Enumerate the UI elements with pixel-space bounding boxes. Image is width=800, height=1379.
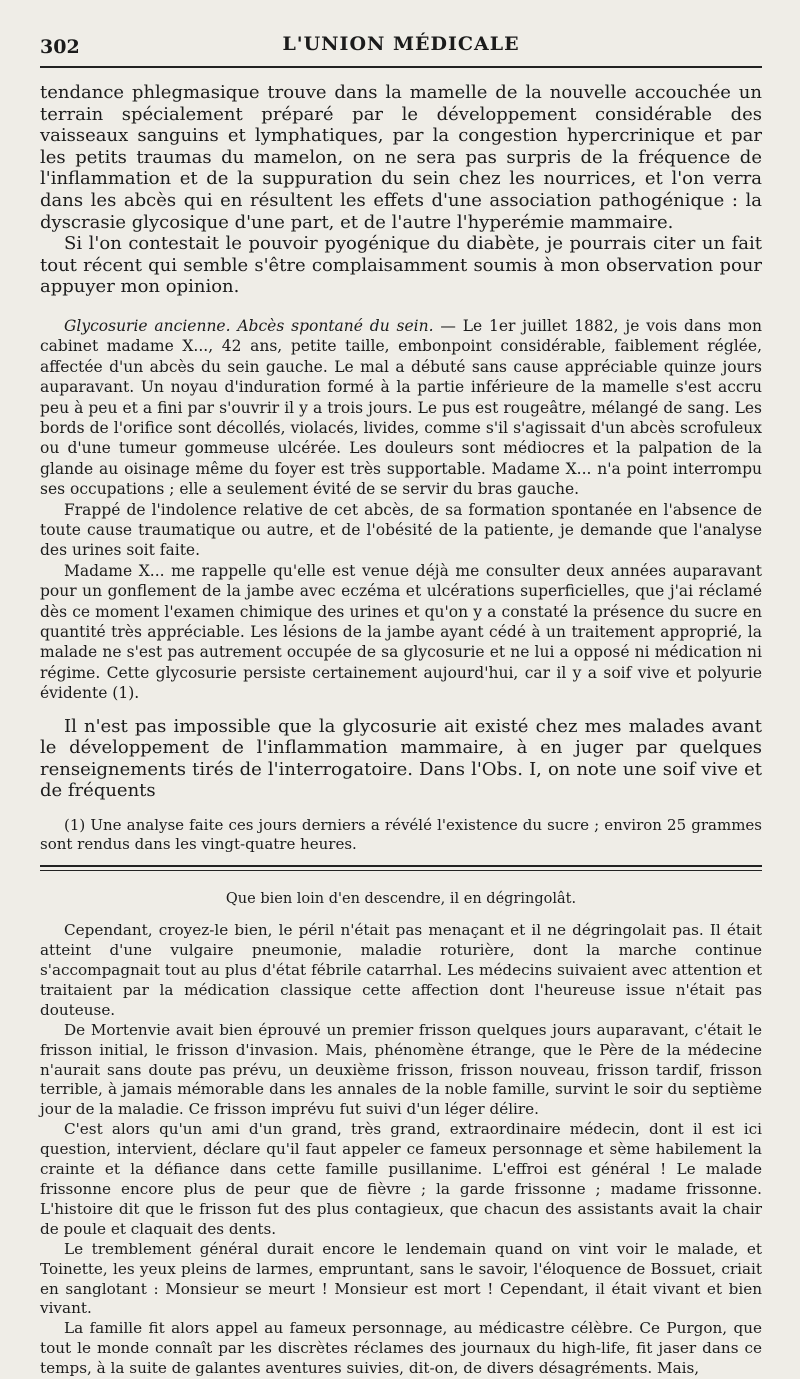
paragraph: Si l'on contestait le pouvoir pyogénique du diabète, je pourrais citer un fait tout récent qui semble s'être complaisamment soumis à mon observation pour appuyer mon opinion.	[40, 233, 762, 298]
footnote-text: (1) Une analyse faite ces jours derniers a révélé l'existence du sucre ; environ 25 grammes sont rendus dans les vingt-quatre heures.	[40, 816, 762, 853]
observation-lead: Glycosurie ancienne. Abcès spontané du sein.	[64, 316, 434, 335]
article-section-1	[40, 82, 762, 298]
page-number: 302	[40, 36, 80, 58]
feuilleton-title: Que bien loin d'en descendre, il en dégringolât.	[225, 891, 577, 908]
feuilleton-paragraph: Cependant, croyez-le bien, le péril n'était pas menaçant et il ne dégringolait pas. Il était atteint d'une vulgaire pneumonie, maladie roturière, dont la marche continue s'accompagnait tout au plus d'état fébrile catarrhal. Les médecins suivaient avec attention et traitaient par la médication classique cette affection dont l'heureuse issue n'était pas douteuse.	[40, 921, 762, 1019]
feuilleton-paragraph: De Mortenvie avait bien éprouvé un premier frisson quelques jours auparavant, c'était le frisson initial, le frisson d'invasion. Mais, phénomène étrange, que le Père de la médecine n'aurait sans doute pas prévu, un deuxième frisson, frisson nouveau, frisson tardif, frisson terrible, à jamais mémorable dans les annales de la noble famille, survint le soir du septième jour de la maladie. Ce frisson imprévu fut suivi d'un léger délire.	[40, 1020, 762, 1119]
paragraph: Il n'est pas impossible que la glycosurie ait existé chez mes malades avant le développement de l'inflammation mammaire, à en juger par quelques renseignements tirés de l'interrogatoire. Dans l'Obs. I, on note une soif vive et de fréquents	[40, 715, 762, 802]
observation-paragraph: Madame X... me rappelle qu'elle est venue déjà me consulter deux années auparavant pour un gonflement de la jambe avec eczéma et ulcérations superficielles, que j'ai réclamé dès ce moment l'examen chimique des urines et qu'on y a constaté la présence du sucre en quantité très appréciable. Les lésions de la jambe ayant cédé à un traitement approprié, la malade ne s'est pas autrement occupée de sa glycosurie et ne lui a opposé ni médication ni régime. Cette glycosurie persiste certainement aujourd'hui, car il y a soif vive et polyurie évidente (1).	[40, 561, 762, 703]
observation-paragraph	[40, 316, 762, 500]
observation-paragraph: Frappé de l'indolence relative de cet abcès, de sa formation spontanée en l'absence de toute cause traumatique ou autre, et de l'obésité de la patiente, je demande que l'analyse des urines soit faite.	[40, 500, 762, 560]
feuilleton-paragraph: La famille fit alors appel au fameux personnage, au médicastre célèbre. Ce Purgon, que tout le monde connaît par les discrètes réclames des journaux du high-life, fit jaser dans ce temps, à la suite de galantes aventures suivies, dit-on, de divers désagréments. Mais,	[40, 1319, 762, 1378]
feuilleton-body	[40, 921, 762, 1379]
feuilleton-separator	[40, 865, 762, 871]
observation-text: — Le 1er juillet 1882, je vois dans mon cabinet madame X..., 42 ans, petite taille, embonpoint considérable, faiblement réglée, affectée d'un abcès du sein gauche. Le mal a débuté sans cause appréciable quinze jours auparavant. Un noyau d'induration formé à la partie inférieure de la mamelle s'est accru peu à peu et a fini par s'ouvrir il y a trois jours. Le pus est rougeâtre, mélangé de sang. Les bords de l'orifice sont décollés, violacés, livides, comme s'il s'agissait d'un abcès scrofuleux ou d'une tumeur gommeuse ulcérée. Les douleurs sont médiocres et la palpation de la glande au oisinage même du foyer est très supportable. Madame X... n'a point interrompu ses occupations ; elle a seulement évité de se servir du bras gauche.	[40, 316, 762, 499]
article-section-2	[40, 716, 762, 802]
feuilleton-paragraph: C'est alors qu'un ami d'un grand, très grand, extraordinaire médecin, dont il est ici question, intervient, déclare qu'il faut appeler ce fameux personnage et sème habilement la crainte et la défiance dans cette famille pusillanime. L'effroi est général ! Le malade frissonne encore plus de peur que de fièvre ; la garde frissonne ; madame frissonne. L'histoire dit que le frisson fut des plus contagieux, que chacun des assistants avait la chair de poule et claquait des dents.	[40, 1120, 762, 1238]
paragraph: tendance phlegmasique trouve dans la mamelle de la nouvelle accouchée un terrain spécialement préparé par le développement considérable des vaisseaux sanguins et lymphatiques, par la congestion hypercrinique et par les petits traumas du mamelon, on ne sera pas surpris de la fréquence de l'inflammation et de la suppuration du sein chez les nourrices, et l'on verra dans les abcès qui en résultent les effets d'une association pathogénique : la dyscrasie glycosique d'une part, et de l'autre l'hyperémie mammaire.	[40, 82, 762, 233]
running-head	[40, 0, 762, 62]
feuilleton-paragraph: Le tremblement général durait encore le lendemain quand on vint voir le malade, et Toinette, les yeux pleins de larmes, empruntant, sans le savoir, l'éloquence de Bossuet, criait en sanglotant : Monsieur se meurt ! Monsieur est mort ! Cependant, il était vivant et bien vivant.	[40, 1239, 762, 1318]
footnote	[40, 816, 762, 853]
observation-block	[40, 316, 762, 704]
header-rule	[40, 66, 762, 68]
journal-title: L'UNION MÉDICALE	[282, 33, 520, 55]
